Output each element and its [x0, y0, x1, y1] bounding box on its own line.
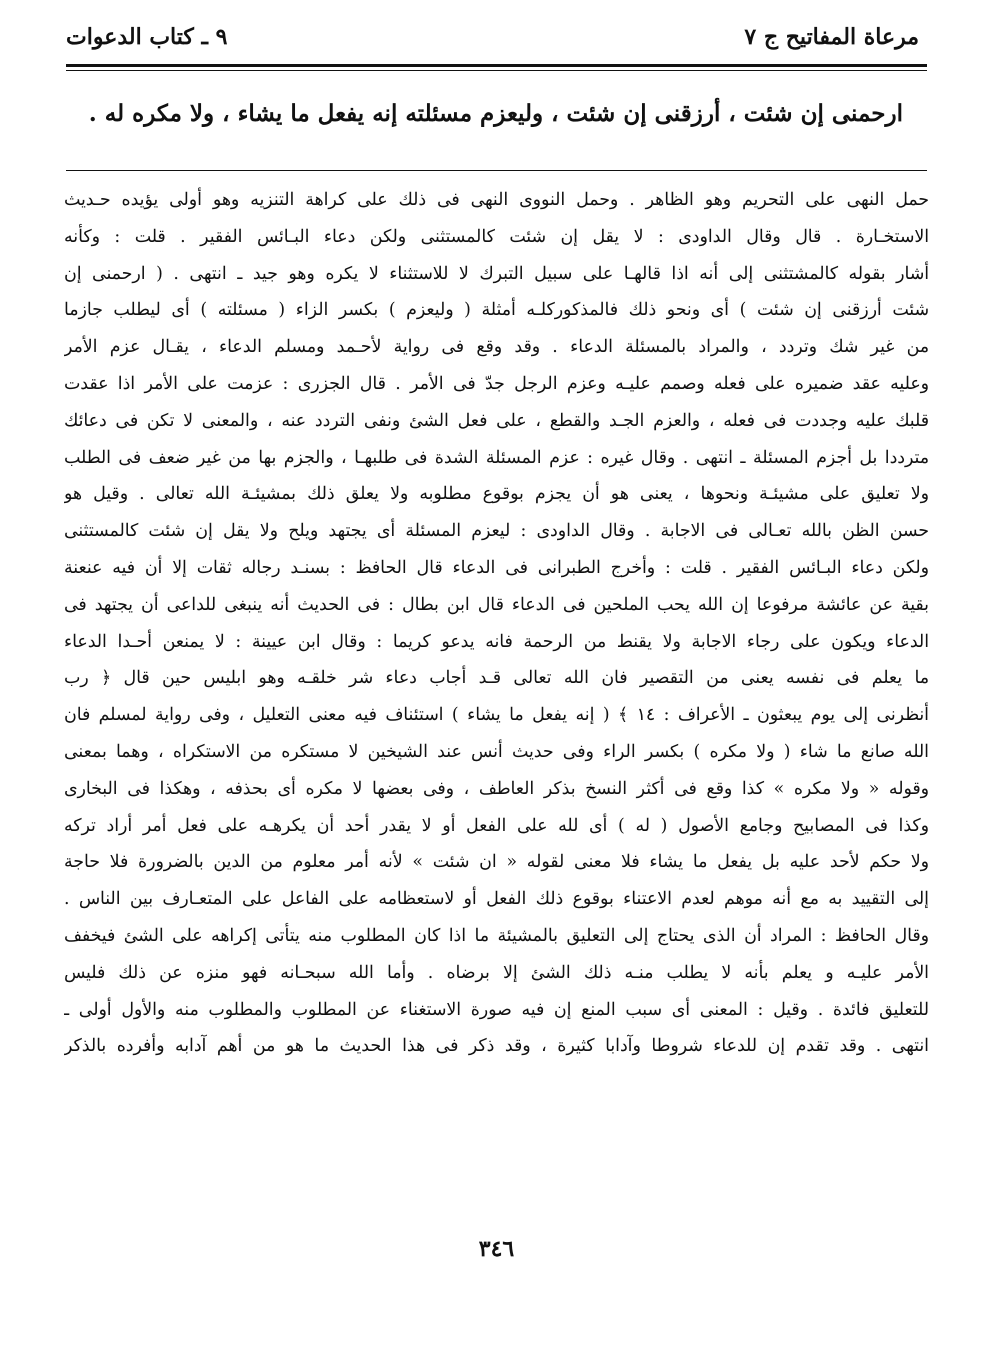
- commentary-line: انتهى . وقد تقدم إن للدعاء شروطا وآدابا كثيرة ، وقد ذكر فى هذا الحديث ما هو من أهم آدابه وأفرده بالذكر: [64, 1036, 929, 1057]
- commentary-line: مترددا بل أجزم المسئلة ـ انتهى . وقال غيره : عزم المسئلة الشدة فى طلبهـا ، والجزم بها من غير ضعف فى الطلب: [64, 447, 929, 468]
- page-number: ٣٤٦: [478, 1236, 515, 1262]
- commentary-line: من غير شك وتردد ، والمراد بالمسئلة الدعاء . وقد وقع فى رواية لأحـمد ومسلم الدعاء ، يقـال عزم الأمر: [64, 337, 929, 358]
- header-rule-thin: [66, 70, 927, 71]
- hadith-separator-rule: [66, 170, 927, 171]
- commentary-line: الاستخـارة . قال وقال الداودى : لا يقل إن شئت كالمستثنى ولكن دعاء البـائس الفقير . قلت : وكأنه: [64, 226, 929, 247]
- commentary-line: ولا تعليق على مشيئـة ونحوها ، يعنى هو أن يجزم بوقوع مطلوبه ولا يعلق ذلك بمشيئـة الله تعالى . وقيل هو: [64, 484, 929, 505]
- commentary-line: أنظرنى إلى يوم يبعثون ـ الأعراف : ١٤ ﴾ ( إنه يفعل ما يشاء ) استئناف فيه معنى التعليل ، وفى رواية لمسلم فان: [64, 705, 929, 726]
- commentary-line: وقال الحافظ : المراد أن الذى يحتاج إلى التعليق بالمشيئة ما اذا كان المطلوب منه يتأتى إكراهه على الشئ فيخفف: [64, 925, 929, 946]
- commentary-line: ولا حكم لأحد عليه بل يفعل ما يشاء فلا معنى لقوله « ان شئت » لأنه أمر معلوم من الدين بالضرورة فلا حاجة: [64, 852, 929, 873]
- commentary-line: إلى التقييد به مع أنه موهم لعدم الاعتناء بوقوع ذلك الفعل أو لاستعظامه على الفاعل على المتعـارف بين الناس .: [64, 889, 929, 910]
- running-header-chapter: ٩ ـ كتاب الدعوات: [66, 24, 228, 50]
- commentary-line: وكذا فى المصابيح وجامع الأصول ( له ) أى لله على الفعل أو لا يقدر أحد أن يكرهـه على فعل أمر أراد تركه: [64, 815, 929, 836]
- commentary-line: ما يعلم فى نفسه يعنى من التقصير فان الله تعالى قـد أجاب دعاء شر خلقـه وهو ابليس حين قال ﴿ رب: [64, 668, 929, 689]
- commentary-line: بقية عن عائشة مرفوعا إن الله يحب الملحين فى الدعاء قال ابن بطال : فى الحديث أنه ينبغى للداعى أن يجتهد فى: [64, 594, 929, 615]
- commentary-line: أشار بقوله كالمشتثنى إلى أنه اذا قالهـا على سبيل التبرك لا للاستثناء لا يكره وهو جيد ـ انتهى . ( ارحمنى إن: [64, 263, 929, 284]
- commentary-line: وعليه عقد ضميره على فعله وصمم عليـه وعزم الرجل جدّ فى الأمر . قال الجزرى : عزمت على الأمر اذا عقدت: [64, 373, 929, 394]
- commentary-line: ولكن دعاء البـائس الفقير . قلت : وأخرج الطبرانى فى الدعاء قال الحافظ : بسنـد رجاله ثقات إلا أن فيه عنعنة: [64, 557, 929, 578]
- commentary-line: شئت أرزقنى إن شئت ) أى ونحو ذلك فالمذكوركلـه أمثلة ( وليعزم ) بكسر الزاء ( مسئلته ) أى ليطلب جازما: [64, 300, 929, 321]
- commentary-body: [64, 182, 929, 1065]
- header-rule-thick: [66, 64, 927, 67]
- commentary-line: حسن الظن بالله تعـالى فى الاجابة . وقال الداودى : ليعزم المسئلة أى يجتهد ويلح ولا يقل إن شئت كالمستثنى: [64, 521, 929, 542]
- hadith-text: ارحمنى إن شئت ، أرزقنى إن شئت ، وليعزم مسئلته إنه يفعل ما يشاء ، ولا مكره له .: [88, 100, 903, 127]
- commentary-line: حمل النهى على التحريم وهو الظاهر . وحمل النووى النهى فى ذلك على كراهة التنزيه وهو أولى يؤيده حـديث: [64, 190, 929, 210]
- commentary-line: للتعليق فائدة . وقيل : المعنى أى سبب المنع إن فيه صورة الاستغناء عن المطلوب والمطلوب منه والأول أولى ـ: [64, 999, 929, 1020]
- running-header-book: مرعاة المفاتيح ج ٧: [744, 24, 919, 50]
- commentary-line: الله صانع ما شاء ( ولا مكره ) بكسر الراء وفى حديث أنس عند الشيخين لا مستكره من الاستكراه ، وهما بمعنى: [64, 741, 929, 762]
- commentary-line: الأمر عليـه و يعلم بأنه لا يطلب منـه ذلك الشئ إلا برضاه . وأما الله سبحـانه فهو منزه عن ذلك فليس: [64, 962, 929, 983]
- commentary-line: الدعاء ويكون على رجاء الاجابة ولا يقنط من الرحمة فانه يدعو كريما : وقال ابن عيينة : لا يمنعن أحـدا الدعاء: [64, 631, 929, 652]
- commentary-line: قلبك عليه وجددت فى فعله ، والعزم الجـد والقطع ، على فعل الشئ ونفى التردد عنه ، والمعنى لا تكن فى دعائك: [64, 410, 929, 431]
- commentary-line: وقوله « ولا مكره » كذا وقع فى أكثر النسخ بذكر العاطف ، وفى بعضها لا مكره أى بحذفه ، وهكذا فى البخارى: [64, 778, 929, 799]
